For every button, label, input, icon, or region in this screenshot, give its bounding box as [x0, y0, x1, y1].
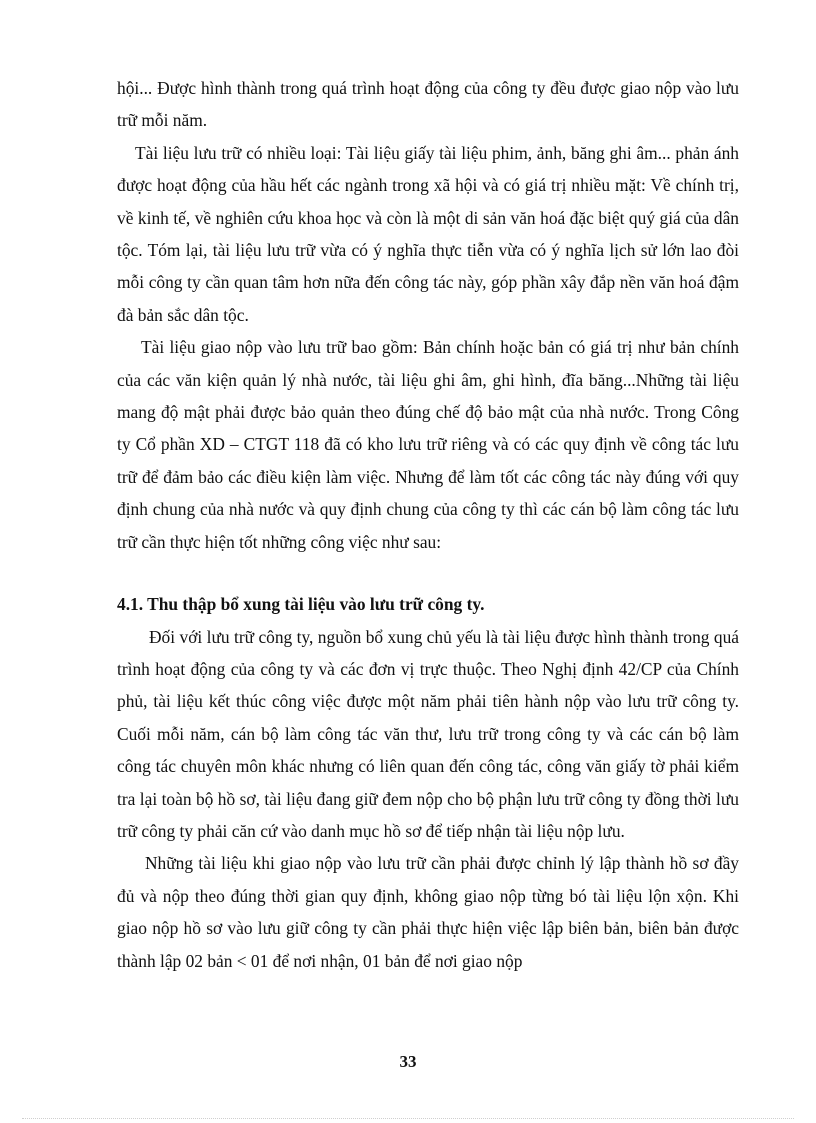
page-bottom-divider — [22, 1118, 794, 1119]
paragraph: Đối với lưu trữ công ty, nguồn bổ xung chủ yếu là tài liệu được hình thành trong quá trình hoạt động của công ty và các đơn vị trực thuộc. Theo Nghị định 42/CP của Chính phủ, tài liệu kết thúc công việc được một năm phải tiên hành nộp vào lưu trữ công ty. Cuối mỗi năm, cán bộ làm công tác văn thư, lưu trữ trong công ty và các cán bộ làm công tác chuyên môn khác nhưng có liên quan đến công tác, công văn giấy tờ phải kiểm tra lại toàn bộ hồ sơ, tài liệu đang giữ đem nộp cho bộ phận lưu trữ công ty đồng thời lưu trữ công ty phải căn cứ vào danh mục hồ sơ để tiếp nhận tài liệu nộp lưu. — [117, 626, 739, 841]
section-heading: 4.1. Thu thập bổ xung tài liệu vào lưu trữ công ty. — [117, 594, 485, 615]
page-number: 33 — [399, 1052, 417, 1071]
paragraph: hội... Được hình thành trong quá trình hoạt động của công ty đều được giao nộp vào lưu trữ mỗi năm. — [117, 78, 739, 131]
paragraph: Tài liệu lưu trữ có nhiều loại: Tài liệu giấy tài liệu phim, ảnh, băng ghi âm... phản ánh được hoạt động của hầu hết các ngành trong xã hội và có giá trị nhiều mặt: Về chính trị, về kinh tế, về nghiên cứu khoa học và còn là một di sản văn hoá đặc biệt quý giá của dân tộc. Tóm lại, tài liệu lưu trữ vừa có ý nghĩa thực tiễn vừa có ý nghĩa lịch sử lớn lao đòi mỗi công ty cần quan tâm hơn nữa đến công tác này, góp phần xây đắp nền văn hoá đậm đà bản sắc dân tộc. — [117, 142, 739, 325]
body-text — [117, 72, 739, 977]
paragraph: Những tài liệu khi giao nộp vào lưu trữ cần phải được chỉnh lý lập thành hồ sơ đầy đủ và nộp theo đúng thời gian quy định, không giao nộp từng bó tài liệu lộn xộn. Khi giao nộp hồ sơ vào lưu giữ công ty cần phải thực hiện việc lập biên bản, biên bản được thành lập 02 bản < 01 để nơi nhận, 01 bản để nơi giao nộp — [117, 853, 739, 971]
paragraph: Tài liệu giao nộp vào lưu trữ bao gồm: Bản chính hoặc bản có giá trị như bản chính của các văn kiện quản lý nhà nước, tài liệu ghi âm, ghi hình, đĩa băng...Những tài liệu mang độ mật phải được bảo quản theo đúng chế độ bảo mật của nhà nước. Trong Công ty Cổ phần XD – CTGT 118 đã có kho lưu trữ riêng và có các quy định về công tác lưu trữ để đảm bảo các điều kiện làm việc. Nhưng để làm tốt các công tác này đúng với quy định chung của nhà nước và quy định chung của công ty thì các cán bộ làm công tác lưu trữ cần thực hiện tốt những công việc như sau: — [117, 337, 739, 552]
